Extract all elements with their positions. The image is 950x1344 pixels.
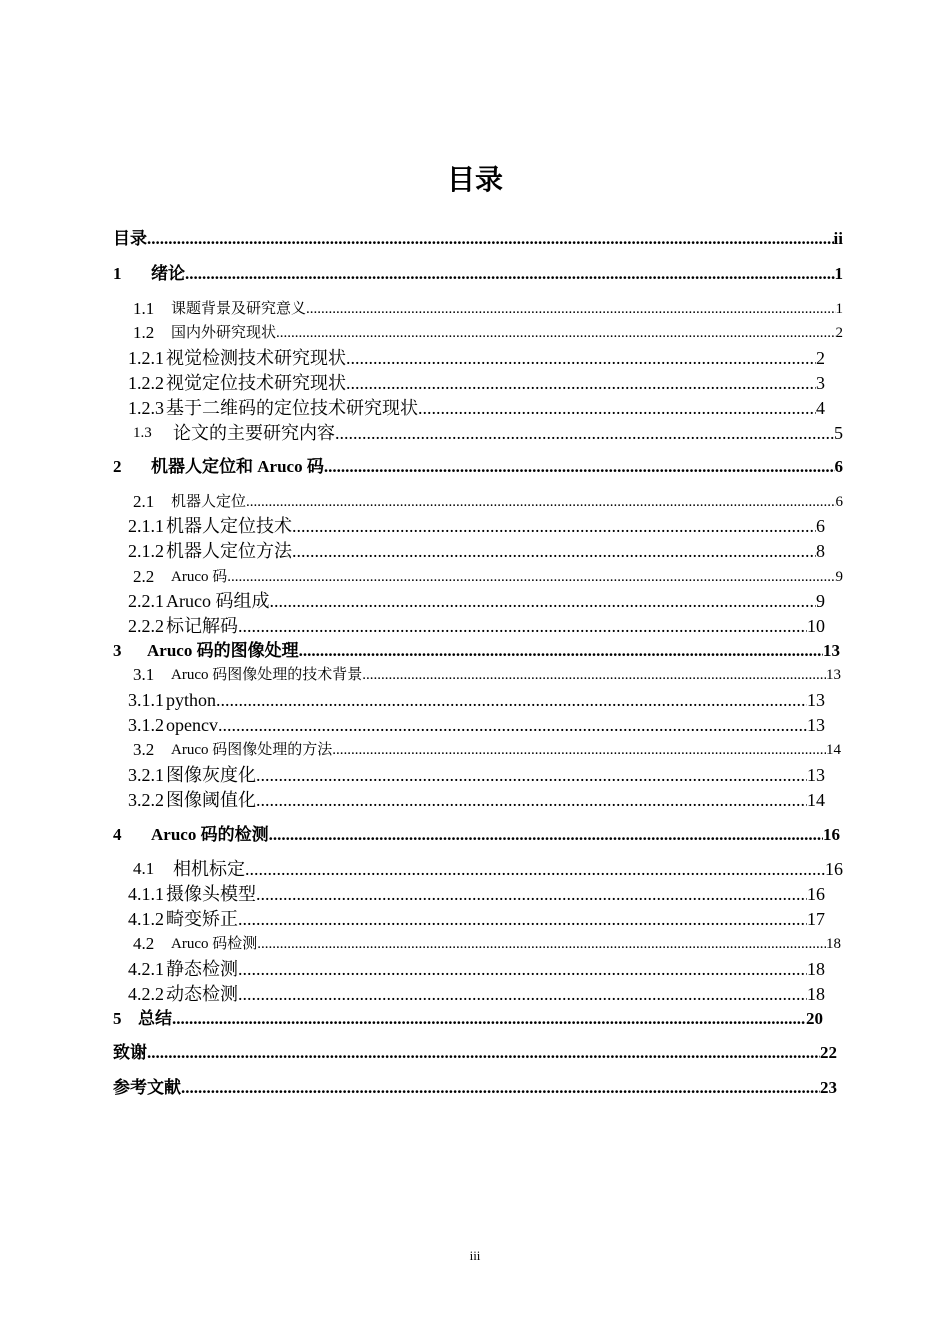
toc-entry-page: 13 (807, 765, 825, 785)
toc-leader-dots (276, 321, 835, 345)
toc-entry-title: Aruco 码图像处理的方法 (171, 742, 333, 758)
toc-entry-page: 14 (807, 790, 825, 810)
toc-entry-title: 图像阈值化 (166, 790, 256, 810)
toc-leader-dots (292, 539, 816, 563)
toc-entry-title: 绪论 (151, 264, 185, 283)
toc-leader-dots (332, 738, 826, 762)
toc-entry-page: 13 (807, 690, 825, 710)
toc-entry-number: 2.1.2 (128, 541, 164, 561)
toc-entry-page: 1 (835, 301, 843, 317)
toc-leader-dots (227, 565, 835, 589)
toc-entry-number: 1.2.2 (128, 373, 164, 393)
toc-leader-dots (306, 297, 835, 321)
toc-entry-title: 静态检测 (166, 959, 238, 979)
toc-entry-section-2-2[interactable] (133, 565, 843, 589)
toc-entry-title: 总结 (138, 1009, 172, 1028)
toc-entry-section-4-2[interactable] (133, 932, 841, 956)
toc-entry-page: 18 (807, 959, 825, 979)
toc-entry-title: 相机标定 (173, 859, 245, 879)
toc-entry-page: 5 (834, 423, 843, 443)
toc-entry-number: 4.1.2 (128, 909, 164, 929)
toc-entry-title: 机器人定位和 Aruco 码 (151, 457, 324, 476)
toc-entry-title: python (166, 690, 217, 710)
toc-leader-dots (362, 663, 826, 687)
toc-entry-title: 视觉定位技术研究现状 (166, 373, 346, 393)
toc-entry-page: 13 (823, 641, 840, 660)
toc-entry-number: 2.2.1 (128, 591, 164, 611)
toc-entry-title: 机器人定位技术 (166, 516, 292, 536)
toc-entry-chapter-4[interactable] (113, 823, 840, 847)
toc-entry-page: 10 (807, 616, 825, 636)
toc-entry-page: 20 (806, 1009, 823, 1028)
toc-entry-title: 基于二维码的定位技术研究现状 (166, 398, 418, 418)
toc-entry-number: 3.2.1 (128, 765, 164, 785)
toc-leader-dots (238, 614, 807, 638)
toc-entry-subsection-1-2-1[interactable] (128, 346, 825, 370)
toc-entry-section-3-1[interactable] (133, 663, 841, 687)
toc-entry-page: 16 (807, 884, 825, 904)
toc-leader-dots (269, 823, 823, 847)
toc-leader-dots (269, 589, 816, 613)
toc-entry-page: 23 (820, 1078, 837, 1097)
toc-entry-title: Aruco 码 (171, 569, 228, 585)
toc-entry-subsection-3-1-1[interactable] (128, 688, 825, 712)
toc-entry-number: 4 (113, 825, 122, 844)
toc-leader-dots (257, 932, 826, 956)
toc-entry-title: 参考文献 (113, 1078, 181, 1097)
toc-leader-dots (245, 857, 825, 881)
toc-entry-page: 6 (835, 494, 843, 510)
toc-entry-title: Aruco 码图像处理的技术背景 (171, 667, 363, 683)
toc-leader-dots (292, 514, 816, 538)
toc-entry-number: 1 (113, 264, 122, 283)
toc-entry-number: 2.2 (133, 567, 155, 586)
toc-entry-page: 18 (807, 984, 825, 1004)
toc-entry-subsection-3-1-2[interactable] (128, 713, 825, 737)
toc-entry-number: 1.2.3 (128, 398, 164, 418)
toc-entry-page: 18 (826, 936, 841, 952)
toc-entry-page: 2 (816, 348, 825, 368)
toc-leader-dots (147, 1041, 820, 1065)
toc-entry-number: 4.1.1 (128, 884, 164, 904)
toc-entry-page: ii (833, 229, 843, 248)
toc-entry-contents[interactable] (113, 227, 843, 251)
toc-entry-page: 9 (816, 591, 825, 611)
toc-entry-number: 1.1 (133, 299, 155, 318)
toc-leader-dots (256, 882, 807, 906)
toc-entry-page: 8 (816, 541, 825, 561)
toc-entry-acknowledgements[interactable] (113, 1041, 837, 1065)
toc-entry-section-4-1[interactable] (133, 857, 843, 881)
toc-leader-dots (238, 907, 807, 931)
toc-entry-chapter-2[interactable] (113, 455, 843, 479)
toc-entry-subsection-4-1-1[interactable] (128, 882, 825, 906)
toc-entry-number: 2.1 (133, 492, 155, 511)
toc-entry-title: 标记解码 (166, 616, 238, 636)
toc-entry-number: 3.1 (133, 665, 155, 684)
toc-leader-dots (346, 346, 816, 370)
toc-entry-page: 1 (834, 264, 843, 283)
toc-entry-page: 6 (834, 457, 843, 476)
toc-entry-chapter-3[interactable] (113, 639, 840, 663)
toc-entry-number: 3.1.2 (128, 715, 164, 735)
toc-leader-dots (181, 1076, 820, 1100)
toc-entry-title: Aruco 码检测 (171, 936, 258, 952)
toc-entry-title: 图像灰度化 (166, 765, 256, 785)
toc-entry-section-1-3[interactable] (133, 421, 843, 445)
toc-entry-subsection-1-2-3[interactable] (128, 396, 825, 420)
toc-leader-dots (418, 396, 816, 420)
toc-leader-dots (218, 713, 807, 737)
toc-leader-dots (147, 227, 834, 251)
toc-entry-title: 致谢 (113, 1043, 147, 1062)
toc-entry-number: 2.1.1 (128, 516, 164, 536)
toc-entry-subsection-4-1-2[interactable] (128, 907, 825, 931)
toc-entry-subsection-2-2-2[interactable] (128, 614, 825, 638)
toc-entry-page: 13 (826, 667, 841, 683)
toc-entry-page: 6 (816, 516, 825, 536)
toc-leader-dots (346, 371, 816, 395)
toc-entry-section-2-1[interactable] (133, 490, 843, 514)
page-number: iii (469, 1248, 481, 1263)
toc-entry-title: 论文的主要研究内容 (173, 423, 335, 443)
toc-entry-title: 机器人定位 (171, 494, 247, 510)
toc-entry-section-1-1[interactable] (133, 297, 843, 321)
toc-leader-dots (172, 1007, 806, 1031)
toc-entry-subsection-2-1-1[interactable] (128, 514, 825, 538)
toc-entry-number: 4.1 (133, 859, 155, 878)
toc-entry-page: 4 (816, 398, 825, 418)
toc-entry-subsection-4-2-1[interactable] (128, 957, 825, 981)
toc-entry-title: 课题背景及研究意义 (171, 301, 307, 317)
toc-leader-dots (256, 763, 807, 787)
toc-entry-title: 视觉检测技术研究现状 (166, 348, 346, 368)
toc-leader-dots (256, 788, 807, 812)
toc-entry-subsection-1-2-2[interactable] (128, 371, 825, 395)
toc-entry-number: 3 (113, 641, 122, 660)
toc-entry-title: Aruco 码的图像处理 (147, 641, 299, 660)
toc-entry-title: 国内外研究现状 (171, 325, 277, 341)
toc-entry-subsection-3-2-2[interactable] (128, 788, 825, 812)
toc-leader-dots (185, 262, 835, 286)
toc-entry-chapter-5[interactable] (113, 1007, 823, 1031)
toc-entry-number: 1.2 (133, 323, 155, 342)
toc-entry-number: 1.3 (133, 425, 152, 441)
toc-entry-page: 17 (807, 909, 825, 929)
toc-entry-number: 3.2.2 (128, 790, 164, 810)
toc-leader-dots (335, 421, 834, 445)
toc-entry-number: 4.2.2 (128, 984, 164, 1004)
toc-leader-dots (238, 982, 807, 1006)
toc-entry-page: 16 (823, 825, 840, 844)
toc-entry-page: 3 (816, 373, 825, 393)
toc-leader-dots (299, 639, 823, 663)
toc-leader-dots (324, 455, 835, 479)
toc-entry-page: 22 (820, 1043, 837, 1062)
toc-entry-chapter-1[interactable] (113, 262, 843, 286)
toc-entry-title: Aruco 码的检测 (151, 825, 269, 844)
toc-entry-title: 机器人定位方法 (166, 541, 292, 561)
toc-entry-number: 3.1.1 (128, 690, 164, 710)
toc-leader-dots (216, 688, 807, 712)
toc-entry-references[interactable] (113, 1076, 837, 1100)
toc-entry-subsection-2-1-2[interactable] (128, 539, 825, 563)
toc-entry-number: 4.2 (133, 934, 155, 953)
toc-leader-dots (238, 957, 807, 981)
toc-entry-number: 1.2.1 (128, 348, 164, 368)
toc-entry-number: 3.2 (133, 740, 155, 759)
toc-entry-page: 9 (835, 569, 843, 585)
toc-entry-title: 目录 (113, 229, 147, 248)
toc-entry-number: 4.2.1 (128, 959, 164, 979)
toc-entry-title: 畸变矫正 (166, 909, 238, 929)
toc-entry-number: 5 (113, 1009, 122, 1028)
toc-leader-dots (246, 490, 835, 514)
toc-entry-number: 2 (113, 457, 122, 476)
toc-entry-page: 16 (825, 859, 843, 879)
toc-entry-page: 14 (826, 742, 841, 758)
toc-entry-page: 13 (807, 715, 825, 735)
toc-entry-title: opencv (166, 715, 218, 735)
toc-entry-subsection-4-2-2[interactable] (128, 982, 825, 1006)
toc-entry-page: 2 (835, 325, 843, 341)
toc-entry-title: 动态检测 (166, 984, 238, 1004)
toc-entry-subsection-2-2-1[interactable] (128, 589, 825, 613)
toc-entry-number: 2.2.2 (128, 616, 164, 636)
toc-entry-section-3-2[interactable] (133, 738, 841, 762)
toc-entry-title: Aruco 码组成 (166, 591, 270, 611)
toc-entry-title: 摄像头模型 (166, 884, 256, 904)
page-title: 目录 (446, 163, 503, 196)
toc-entry-section-1-2[interactable] (133, 321, 843, 345)
toc-entry-subsection-3-2-1[interactable] (128, 763, 825, 787)
